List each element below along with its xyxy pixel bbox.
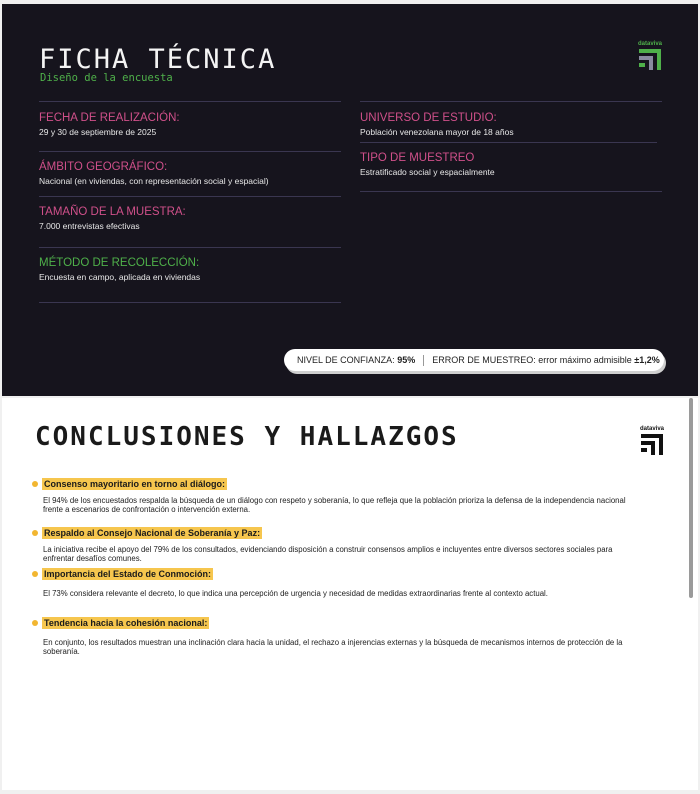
finding-item (32, 527, 642, 564)
field-label: TIPO DE MUESTREO (360, 152, 475, 164)
finding-heading: Tendencia hacia la cohesión nacional: (44, 618, 208, 628)
dataviva-logo (636, 41, 664, 71)
field-label: MÉTODO DE RECOLECCIÓN: (39, 257, 200, 269)
confidence-value: 95% (397, 355, 416, 365)
logo-text: dataviva (639, 426, 664, 432)
field-label: TAMAÑO DE LA MUESTRA: (39, 206, 186, 218)
ficha-subtitle: Diseño de la encuesta (40, 72, 173, 84)
finding-heading: Importancia del Estado de Conmoción: (44, 569, 212, 579)
finding-heading: Consenso mayoritario en torno al diálogo: (44, 479, 226, 489)
ficha-title: FICHA TÉCNICA (39, 44, 277, 75)
bullet-icon (32, 571, 38, 577)
bullet-icon (32, 481, 38, 487)
field-value: Nacional (en viviendas, con representación social y espacial) (39, 176, 269, 186)
logo-mark-icon (636, 47, 664, 71)
field-label: ÁMBITO GEOGRÁFICO: (39, 161, 168, 173)
error-label: ERROR DE MUESTREO: error máximo admisible (432, 355, 632, 365)
field-value: Encuesta en campo, aplicada en viviendas (39, 272, 201, 282)
field-metodo (39, 257, 341, 282)
finding-item (32, 617, 642, 657)
field-universo (360, 112, 662, 137)
bullet-icon (32, 530, 38, 536)
field-value: 29 y 30 de septiembre de 2025 (39, 127, 157, 137)
field-ambito (39, 161, 341, 186)
field-value: 7.000 entrevistas efectivas (39, 221, 140, 231)
pill-divider (423, 355, 424, 366)
divider (360, 142, 657, 143)
logo-mark-icon (638, 432, 666, 456)
error-value: ±1,2% (634, 355, 660, 365)
field-label: FECHA DE REALIZACIÓN: (39, 112, 180, 124)
confidence-label: NIVEL DE CONFIANZA: (297, 355, 395, 365)
divider (360, 101, 662, 102)
finding-body: La iniciativa recibe el apoyo del 79% de los consultados, evidenciando disposición a construir consensos amplios e incluyentes entre diversos sectores sociales para enfrentar desafíos comunes. (43, 545, 613, 563)
logo-text: dataviva (637, 41, 662, 47)
divider (39, 151, 341, 152)
bullet-icon (32, 620, 38, 626)
finding-heading: Respaldo al Consejo Nacional de Soberanía y Paz: (44, 528, 261, 538)
finding-item (32, 478, 642, 515)
field-tamano (39, 206, 341, 231)
conclusiones-slide (2, 398, 698, 790)
conclusiones-title: CONCLUSIONES Y HALLAZGOS (35, 422, 459, 452)
finding-body: El 94% de los encuestados respalda la búsqueda de un diálogo con respeto y soberanía, lo que refleja que la población prioriza la defensa de la independencia nacional frente a escenarios de confrontación o intervención externa. (43, 496, 626, 514)
confidence-pill (284, 349, 664, 371)
divider (39, 196, 341, 197)
divider (360, 191, 662, 192)
divider (39, 302, 341, 303)
field-tipo (360, 152, 662, 177)
divider (39, 101, 341, 102)
finding-body: El 73% considera relevante el decreto, lo que indica una percepción de urgencia y necesidad de medidas extraordinarias frente al contexto actual. (43, 589, 548, 598)
field-label: UNIVERSO DE ESTUDIO: (360, 112, 497, 124)
left-fields (39, 101, 341, 303)
scrollbar[interactable] (689, 398, 693, 598)
right-fields (360, 101, 662, 192)
divider (39, 247, 341, 248)
ficha-tecnica-slide (2, 4, 698, 396)
finding-item (32, 568, 642, 599)
field-value: Población venezolana mayor de 18 años (360, 127, 514, 137)
finding-body: En conjunto, los resultados muestran una inclinación clara hacia la unidad, el rechazo a injerencias externas y la búsqueda de mecanismos internos de protección de la soberanía. (43, 638, 623, 656)
dataviva-logo (638, 426, 666, 456)
field-fecha (39, 112, 341, 137)
field-value: Estratificado social y espacialmente (360, 167, 495, 177)
